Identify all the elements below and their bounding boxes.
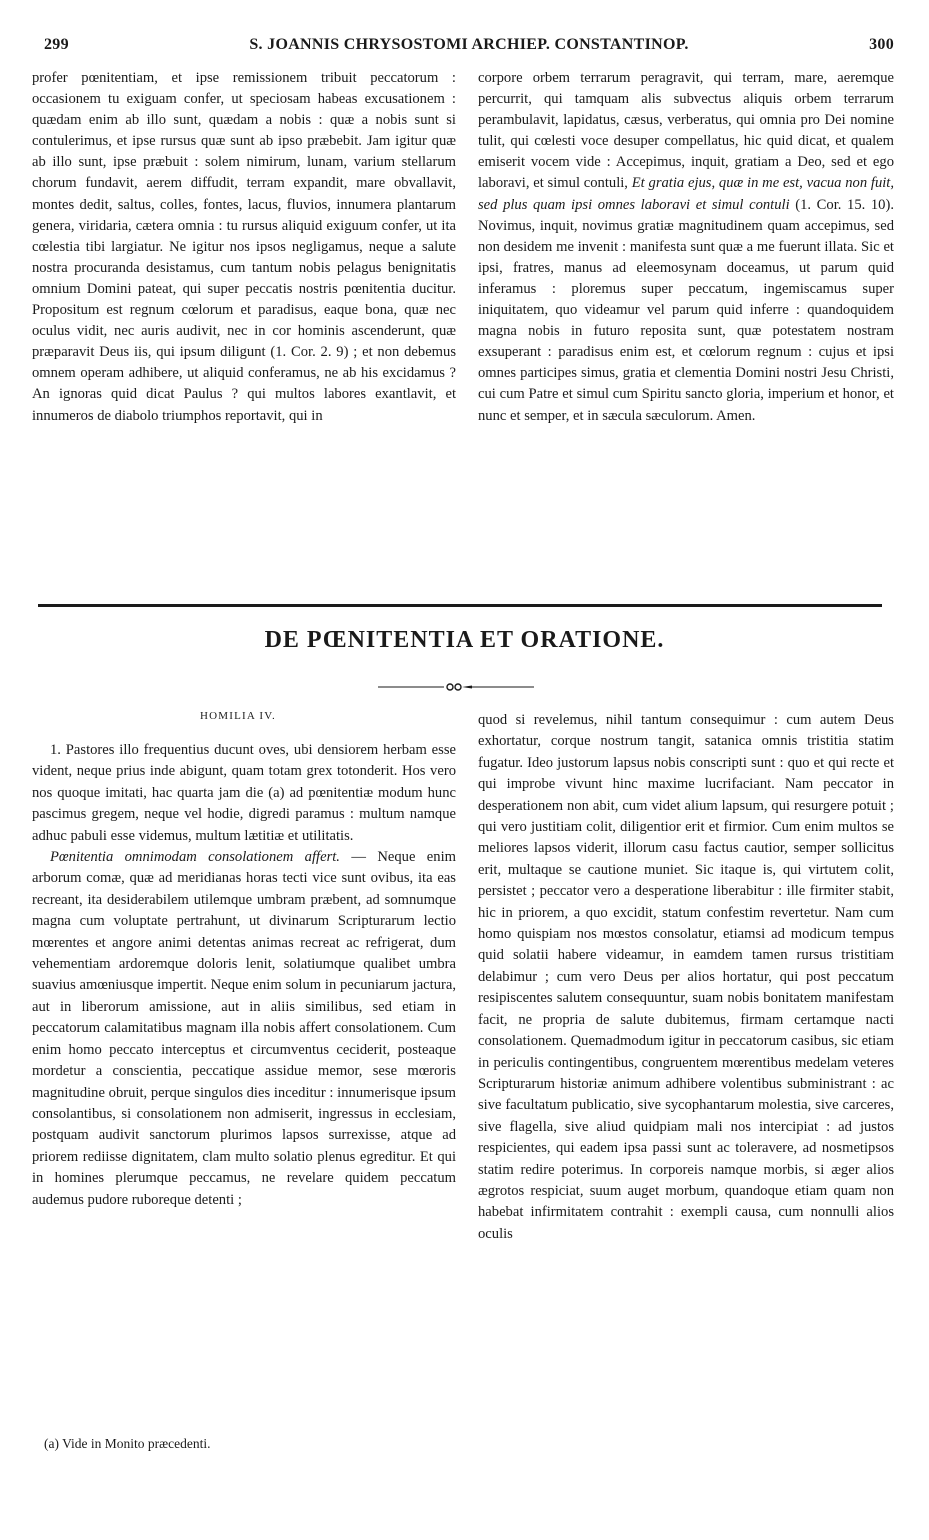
bottom-right-paragraph: quod si revelemus, nihil tantum consequimur : cum autem Deus exhortatur, corque nostrum tangit, satanica omnis tristitia statim fugatur. Ideo justorum lapsus nobis conscripti sunt : quo et qui recte et qui improbe vivunt hinc maxime lucrifaciant. Nam peccator in desperationem non abit, cum videt alium lapsum, qui resurgere potuit ; qui vero justitiam colit, diligentior erit et firmior. Cum enim multos se meliores lapsos viderit, illorum casu factus cautior, semper sollicitus erit, multaque se cautione muniet. Sic itaque is, qui virtutem colit, persistet ; peccator vero a desperatione liberabitur : ille firmiter stabit, hic in priorem, a quo excidit, statum confestim revertetur. Nam cum homo quispiam nos mœstos consolatur, etiamsi ad modicum tempus quid solatii habere videamur, in eamdem tamen rursus tristitiam delabimur ; cum vero Deus per alios hortatur, qui post peccatum resipiscentes salutem consequuntur, suam nobis bonitatem manifestam facit, ne propria de salute dubitemus, firmam certamque nacti consolationem. Quemadmodum igitur in peccatorum casibus, sic etiam in periculis contingentibus, congruentem mœrentibus medelam veteres Scripturarum historiæ animum adhibere volentibus subministrant : ac sive facultatum publicatio, sive sycophantarum molestia, sive carceres, sive flagella, sive aliud quidpiam mali nos intercipiat : ad justos respicientes, qui eadem ipsa passi sunt ac toleravere, ad nosmetipsos statim redire poterimus. In corporeis namque morbis, si æger alios ægrotos respiciat, suum auget morbum, quandoque etiam quam non habebat infirmitatem contrahit : exempli causa, cum nonnulli alios oculis xyxy=(478,712,894,1242)
running-header xyxy=(44,36,894,60)
top-left-paragraph: profer pœnitentiam, et ipse remissionem tribuit peccatorum : occasionem tu exiguam confer, ut speciosam habeas excusationem : quædam enim ab illo sunt, quædam a nobis : quæ a nobis sunt si contulerimus, et ipse rursus quæ sunt ab ipso præbebit. Jam igitur quæ ab illo sunt, ipse præbuit : solem nimirum, lunam, varium stellarum chorum fundavit, aerem diffudit, terram expandit, mare obvallavit, montes dedit, saltus, colles, fontes, lacus, fluvios, innumera plantarum genera, viridaria, cætera omnia : tu rursus aliquid exiguum confer, ut ita cœlestia tibi largiatur. Ne igitur nos ipsos negligamus, neque a salute nostra procuranda desistamus, cum tantum nobis pelagus benignitatis omnium Domini pateat, qui super peccatis nostris pœnitentia ducitur. Propositum est regnum cœlorum et paradisus, eaque bona, quæ nec oculus vidit, nec auris audivit, nec in cor hominis ascenderunt, quæ præparavit Deus iis, qui ipsum diligunt (1. Cor. 2. 9) ; et non debemus omnem operam adhibere, ut aliquid conferamus, ne ab his excidamus ? An ignoras quid dicat Paulus ? qui multos labores exantlavit, et innumeros de diabolo triumphos reportavit, qui in xyxy=(32,70,456,424)
footnote: (a) Vide in Monito præcedenti. xyxy=(44,1436,211,1451)
scripture-quote: Et gratia ejus, quæ in me est, vacua non fuit, sed plus quam ipsi omnes laboravi et simul contuli xyxy=(478,175,895,213)
top-right-column xyxy=(478,68,894,427)
paragraph-2 xyxy=(32,847,456,1211)
top-right-text-after: (1. Cor. 15. 10). Novimus, inquit, novimus gratiæ magnitudinem quam accepimus, sed non desidem me invenit : manifesta sunt quæ a me fuerunt illata. Sic et ipsi, fratres, manus ad eleemosynam doceamus, ut parum quid inferamus : ploremus super peccatum, ingemiscamus super iniquitatem, quo videamur vel parum quid inferre : quandoquidem magna nobis in futuro reposita sunt, quæ potestatem nostram exsuperant : paradisus enim est, et cœlorum regnum : cujus et ipsi omnes participes simus, gratia et clementia Domini nostri Jesu Christi, cui cum Patre et simul cum Spiritu sancto gloria, imperium et honor, et nunc et semper, et in sæcula sæculorum. Amen. xyxy=(478,196,894,424)
top-left-column xyxy=(32,68,456,427)
section-divider xyxy=(38,604,882,607)
paragraph-1: 1. Pastores illo frequentius ducunt oves, ubi densiorem herbam esse vident, neque prius inde abigunt, quam totam grex totonderit. Hos vero nos quoque imitati, hac quarta jam die (a) ad pœnitentiæ modum hunc pascimus gregem, neque vel hodie, digredi paramus : multum namque adhuc pabuli esse videmus, multum lætitiæ et utilitatis. xyxy=(32,742,456,844)
running-title: S. JOANNIS CHRYSOSTOMI ARCHIEP. CONSTANTINOP. xyxy=(249,36,689,53)
top-right-text-before: corpore orbem terrarum peragravit, qui terram, mare, aeremque percurrit, qui tamquam alis subvectus aliquis orbem terrarum perambulavit, lapidatus, cæsus, verberatus, qui omnia pro Dei nomine tulit, qui cœlesti voce desuper compellatus, hic quid dicat, et qualem emiserit vocem vide : Accepimus, inquit, gratiam a Deo, sed et ego laboravi, et simul contuli, xyxy=(478,70,894,192)
page-number-left: 299 xyxy=(44,36,69,53)
page-number-right: 300 xyxy=(869,36,894,53)
bottom-right-column xyxy=(478,710,894,1245)
section-title: DE PŒNITENTIA ET ORATIONE. xyxy=(264,627,665,653)
ornament-divider xyxy=(378,681,534,693)
top-right-paragraph xyxy=(478,68,894,427)
paragraph-2-heading: Pœnitentia omnimodam consolationem affert. xyxy=(50,849,340,866)
homily-label: HOMILIA IV. xyxy=(200,710,276,722)
bottom-left-column xyxy=(32,740,456,1211)
paragraph-2-text: — Neque enim arborum comæ, quæ ad meridianas horas tecti vice sunt ovibus, ita eas recreant, ita desiderabilem utilemque umbram præbent, ad somnumque magna cum voluptate pertrahunt, ut divinarum Scripturarum lectio mœrentes et angore animi detentas animas recreat ac refrigerat, dum vehementiam ardoremque doloris lenit, solatiumque qualibet umbra suavius amœniusque impertit. Neque enim solum in pecuniarum jactura, aut in liberorum amissione, aut in aliis similibus, sed etiam in peccatorum calamitatibus magnam illa nobis affert consolationem. Cum enim homo peccato interceptus et circumventus ceciderit, posteaque mordetur a conscientia, peccatique assidue memor, sese mœroris magnitudine obruit, perque singulos dies inceditur : innumerisque ipsum consolantibus, si consolationem non admiserit, ingressus in ecclesiam, postquam audivit sanctorum plurimos lapsos surrexisse, atque ad priorem rediisse dignitatem, clam multo solatio plenus egreditur. Et qui in homines plerumque peccamus, ne revelare quidem peccatum audemus pudore ruboreque detenti ; xyxy=(32,849,456,1208)
